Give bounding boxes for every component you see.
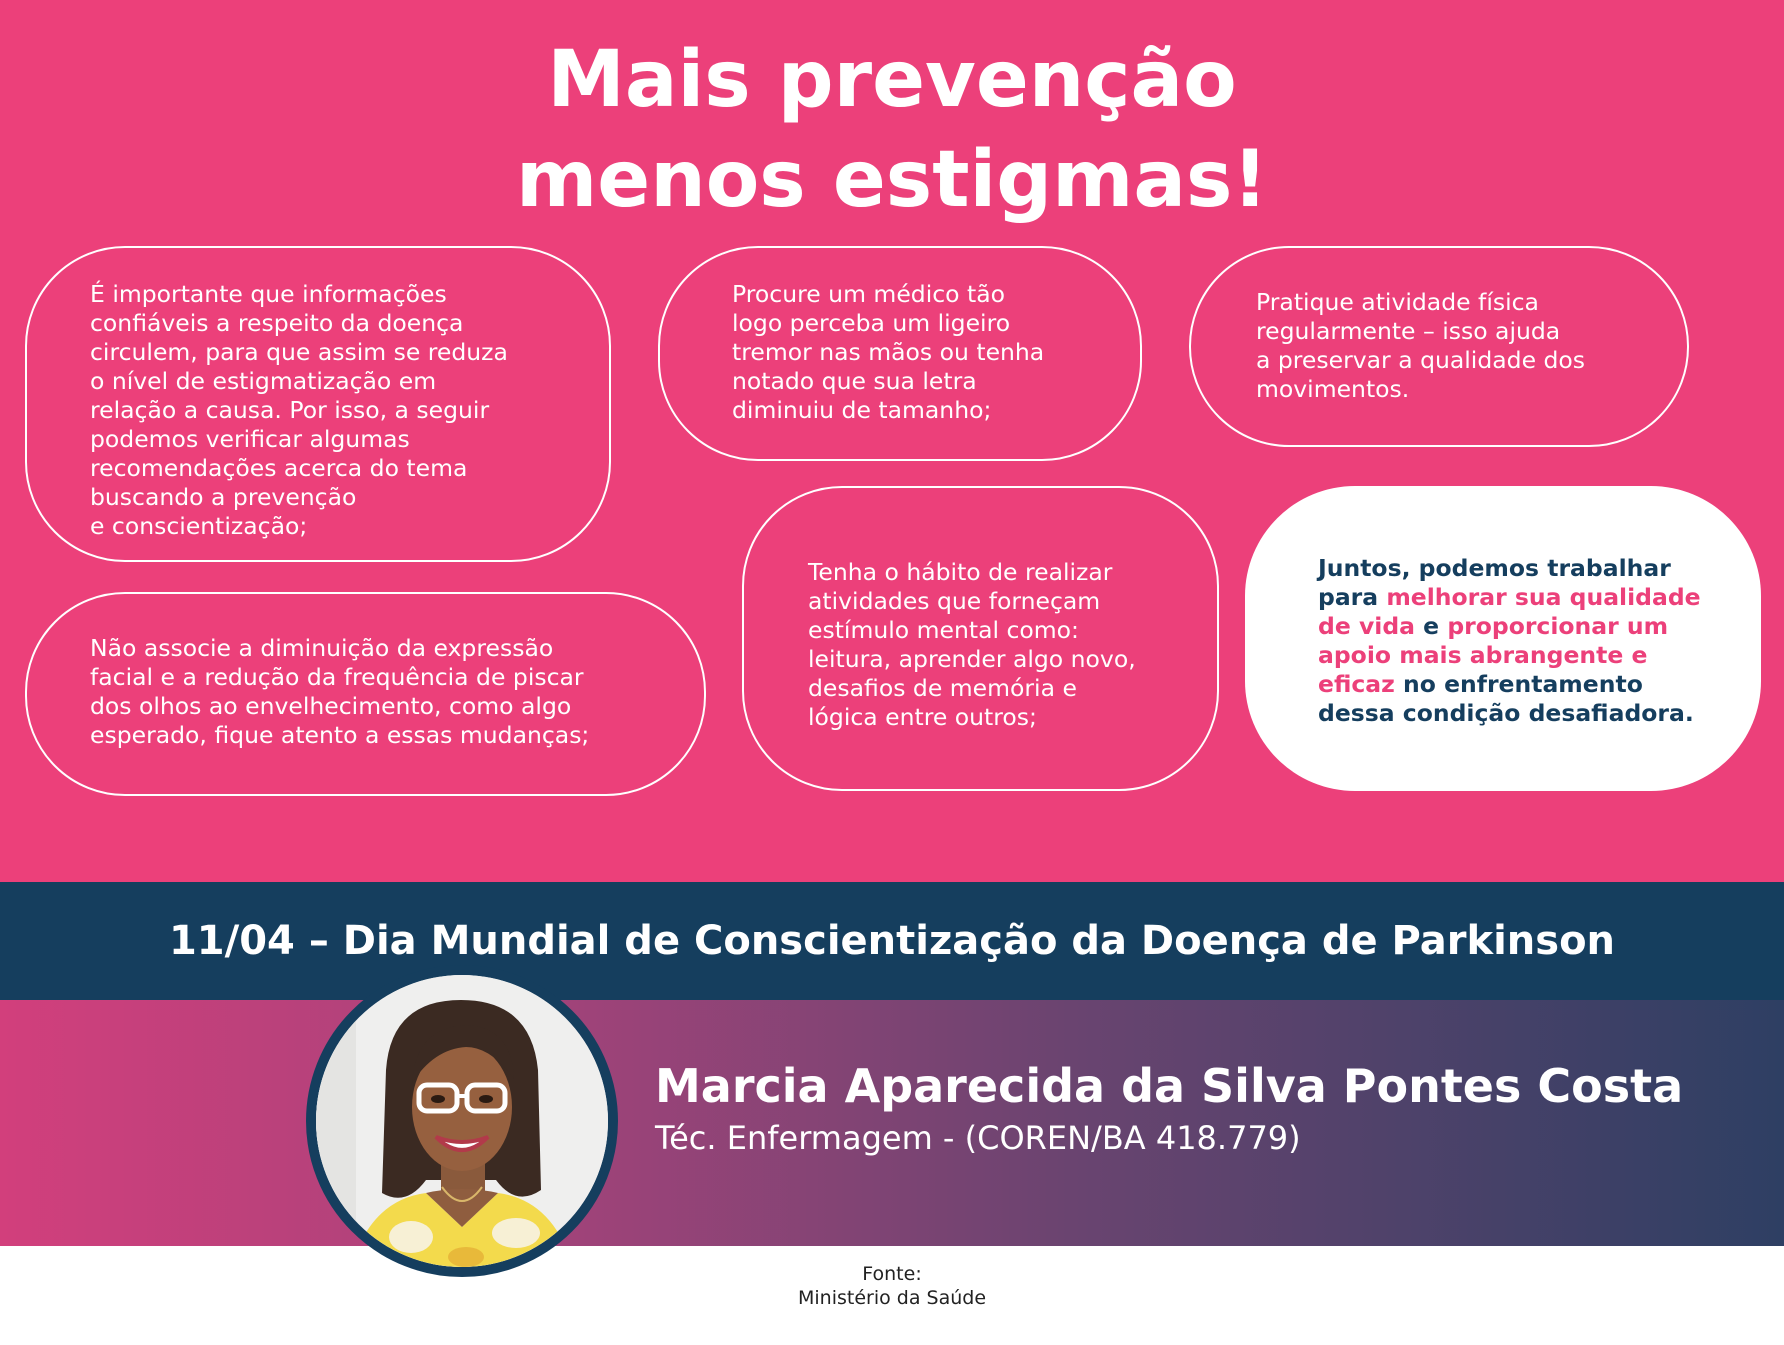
bubble-highlight [1245, 486, 1761, 791]
bubble-mental [742, 486, 1219, 791]
bubble-doctor-text: Procure um médico tão logo perceba um ligeiro tremor nas mãos ou tenha notado que sua letra diminuiu de tamanho; [732, 280, 1045, 424]
highlight-part: Juntos, podemos trabalhar [1318, 554, 1671, 582]
banner-text: 11/04 – Dia Mundial de Conscientização da Doença de Parkinson [168, 918, 1616, 964]
bubble-expression-text: Não associe a diminuição da expressão facial e a redução da frequência de piscar dos olhos ao envelhecimento, como algo esperado, fique atento a essas mudanças; [90, 634, 590, 749]
person-photo-icon [316, 975, 608, 1267]
author-name: Marcia Aparecida da Silva Pontes Costa [655, 1059, 1684, 1113]
highlight-part: dessa condição desafiadora. [1318, 699, 1694, 727]
highlight-part: no enfrentamento [1394, 670, 1643, 698]
bubble-mental-text: Tenha o hábito de realizar atividades que forneçam estímulo mental como: leitura, aprender algo novo, desafios de memória e lógica entre outros; [808, 558, 1136, 731]
highlight-emphasis: de vida [1318, 612, 1415, 640]
page-title [0, 30, 1784, 230]
source-value: Ministério da Saúde [797, 1287, 987, 1309]
author-role: Téc. Enfermagem - (COREN/BA 418.779) [655, 1119, 1301, 1157]
highlight-emphasis: apoio mais abrangente e [1318, 641, 1648, 669]
bubble-exercise [1189, 246, 1689, 447]
highlight-part: e [1415, 612, 1448, 640]
bubble-doctor [658, 246, 1142, 461]
avatar [306, 965, 618, 1277]
source-credit [0, 1262, 1784, 1310]
title-line-2: menos estigmas! [516, 135, 1268, 225]
highlight-emphasis: proporcionar um [1447, 612, 1669, 640]
title-line-1: Mais prevenção [547, 35, 1237, 125]
bubble-exercise-text: Pratique atividade física regularmente – isso ajuda a preservar a qualidade dos movimentos. [1256, 288, 1586, 403]
highlight-emphasis: eficaz [1318, 670, 1395, 698]
awareness-banner [0, 882, 1784, 1000]
bubble-expression [25, 592, 706, 796]
highlight-part: para [1318, 583, 1387, 611]
bubble-intro [25, 246, 611, 562]
highlight-emphasis: melhorar sua qualidade [1386, 583, 1701, 611]
source-label: Fonte: [862, 1263, 922, 1285]
bubble-intro-text: É importante que informações confiáveis a respeito da doença circulem, para que assim se reduza o nível de estigmatização em relação a causa. Por isso, a seguir podemos verificar algumas recomendações acerca do tema buscando a prevenção e conscientização; [90, 280, 508, 540]
highlight-text [1318, 554, 1701, 728]
